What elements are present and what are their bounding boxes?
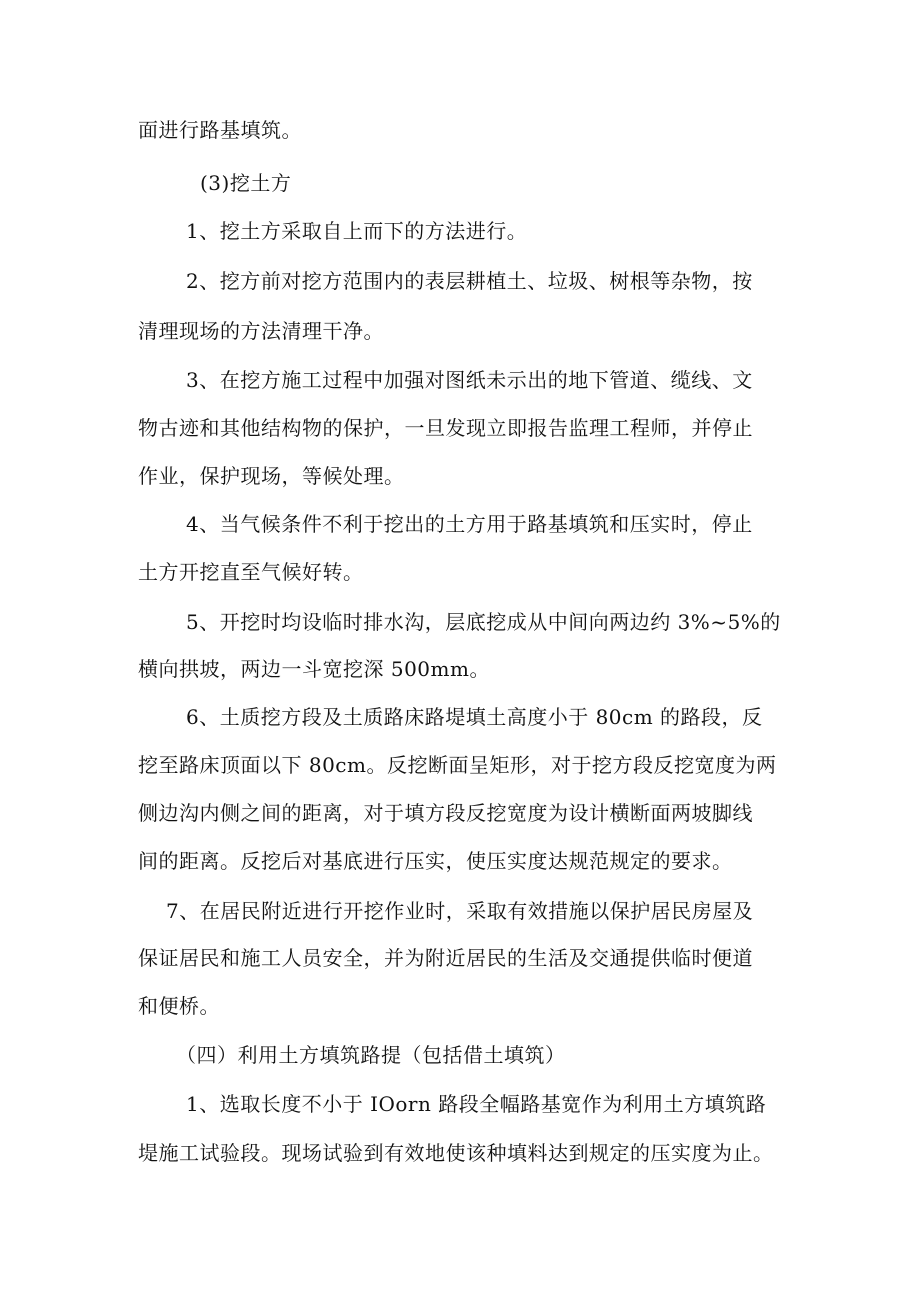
text-line: 作业，保护现场，等候处理。 (138, 464, 405, 488)
text-line: 堤施工试验段。现场试验到有效地使该种填料达到规定的压实度为止。 (138, 1141, 774, 1165)
text-line: 保证居民和施工人员安全，并为附近居民的生活及交通提供临时便道 (138, 946, 753, 970)
text-line: 4、当气候条件不利于挖出的土方用于路基填筑和压实时，停止 (186, 512, 753, 536)
text-line: 清理现场的方法清理干净。 (138, 319, 384, 343)
text-line: 和便桥。 (138, 994, 220, 1018)
text-line: 面进行路基填筑。 (138, 118, 302, 142)
section-heading: (3)挖土方 (200, 171, 292, 195)
section-heading: （四）利用土方填筑路提（包括借土填筑） (176, 1043, 566, 1067)
text-line: 侧边沟内侧之间的距离，对于填方段反挖宽度为设计横断面两坡脚线 (138, 801, 753, 825)
text-line: 1、挖土方采取自上而下的方法进行。 (186, 219, 528, 243)
text-line: 间的距离。反挖后对基底进行压实，使压实度达规范规定的要求。 (138, 849, 733, 873)
text-line: 横向拱坡，两边一斗宽挖深 500mm。 (138, 657, 490, 681)
text-line: 3、在挖方施工过程中加强对图纸未示出的地下管道、缆线、文 (186, 368, 753, 392)
text-line: 5、开挖时均设临时排水沟，层底挖成从中间向两边约 3%~5%的 (186, 610, 781, 634)
text-line: 1、选取长度不小于 IOorn 路段全幅路基宽作为利用土方填筑路 (186, 1092, 767, 1116)
text-line: 2、挖方前对挖方范围内的表层耕植土、垃圾、树根等杂物，按 (186, 269, 753, 293)
text-line: 挖至路床顶面以下 80cm。反挖断面呈矩形，对于挖方段反挖宽度为两 (138, 753, 777, 777)
text-line: 物古迹和其他结构物的保护，一旦发现立即报告监理工程师，并停止 (138, 416, 753, 440)
text-line: 7、在居民附近进行开挖作业时，采取有效措施以保护居民房屋及 (166, 899, 754, 923)
text-line: 6、土质挖方段及土质路床路堤填土高度小于 80cm 的路段，反 (186, 705, 763, 729)
text-line: 土方开挖直至气候好转。 (138, 560, 364, 584)
